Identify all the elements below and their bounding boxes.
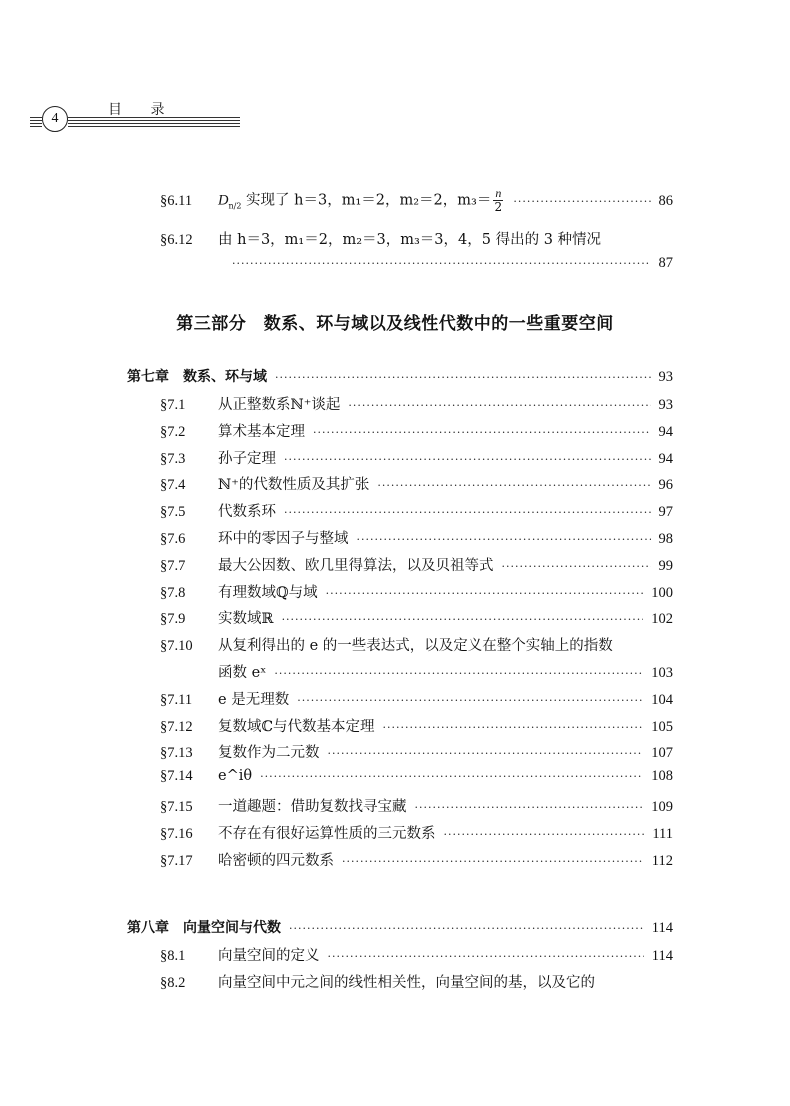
page-header [0,0,790,140]
page-ref: 93 [658,369,673,385]
page-ref: 97 [658,504,673,521]
header-rule [30,117,42,118]
header-title: 目 录 [108,102,177,118]
header-rule [68,120,240,121]
leader-dots [328,747,644,760]
section-number: §8.1 [160,948,186,964]
section-number: §6.11 [160,192,193,209]
header-rule [30,126,42,127]
section-title: 一道趣题：借助复数找寻宝藏 [218,799,407,815]
toc-entry[interactable] [160,688,673,709]
leader-dots [284,506,651,519]
section-number: §7.10 [160,638,193,655]
page-number: 4 [42,106,68,132]
section-number: §7.4 [160,477,186,494]
toc-entry[interactable] [160,607,673,628]
section-title: 有理数域ℚ与域 [218,584,318,601]
section-title: 哈密顿的四元数系 [218,852,334,869]
section-number: §6.12 [160,232,193,248]
page-ref: 87 [658,255,673,271]
page-ref: 86 [658,192,673,209]
section-number: §7.11 [160,691,193,708]
toc-entry[interactable] [160,768,673,785]
page-ref: 98 [658,531,673,547]
toc-entry[interactable] [160,634,673,655]
header-rule [68,123,240,124]
leader-dots [274,667,643,680]
page-ref: 94 [658,423,673,440]
section-number: §7.6 [160,531,186,547]
leader-dots [232,257,651,270]
header-rule [30,120,42,121]
toc-entry[interactable] [160,527,673,548]
leader-dots [444,828,645,841]
toc-entry-6-11[interactable] [160,187,673,214]
leader-dots [328,950,644,963]
leader-dots [289,922,644,935]
section-number: §7.1 [160,397,186,413]
section-number: §7.9 [160,611,186,628]
section-title: 代数系环 [218,504,276,521]
section-number: §7.15 [160,799,193,815]
toc-entry[interactable] [160,581,673,602]
section-number: §7.2 [160,423,186,440]
toc-entry[interactable] [160,554,673,575]
section-title: 环中的零因子与整域 [218,531,349,547]
section-title: e^iθ [218,768,253,785]
page-ref: 114 [651,948,673,964]
page-ref: 109 [651,799,673,815]
header-rule [30,123,42,124]
chapter-title: 第七章 数系、环与域 [127,369,267,385]
page-ref: 94 [658,450,673,467]
section-title-cont: 函数 eˣ [218,665,267,681]
leader-dots [415,801,644,814]
section-title: 算术基本定理 [218,423,305,440]
chapter-title: 第八章 向量空间与代数 [127,920,281,936]
toc-entry-8-1[interactable] [160,944,673,965]
toc-entry-6-12[interactable] [160,228,673,249]
section-title: $D_{n/2}$ 实现了 h＝3，m₁＝2，m₂＝2，m₃＝ $\frac{n}{2}$ [218,186,503,214]
toc-entry[interactable] [160,473,673,494]
page-ref: 99 [658,557,673,574]
section-title: 不存在有很好运算性质的三元数系 [218,825,436,842]
page-ref: 107 [651,745,673,762]
toc-entry[interactable] [160,393,673,414]
section-title: 复数域ℂ与代数基本定理 [218,718,375,735]
section-number: §7.3 [160,450,186,467]
toc-entry[interactable] [160,795,673,816]
page-ref: 114 [651,920,673,936]
section-number: §7.7 [160,557,186,574]
section-title: 孙子定理 [218,450,276,467]
leader-dots [342,855,644,868]
section-number: §7.17 [160,852,193,869]
toc-entry[interactable] [160,420,673,441]
section-title: 向量空间中元之间的线性相关性，向量空间的基，以及它的 [218,975,595,991]
page-ref: 100 [651,584,673,601]
page-ref: 111 [652,825,673,842]
leader-dots [284,453,651,466]
toc-entry[interactable] [160,447,673,468]
toc-entry[interactable] [160,741,673,762]
leader-dots [260,770,643,783]
section-number: §7.16 [160,825,193,842]
section-title: 复数作为二元数 [218,745,320,762]
header-rule [68,126,240,127]
leader-dots [383,721,644,734]
toc-chapter-7[interactable] [127,366,673,386]
section-title: 向量空间的定义 [218,948,320,964]
leader-dots [502,560,651,573]
section-number: §7.5 [160,504,186,521]
toc-entry[interactable] [160,715,673,736]
part-title: 第三部分 数系、环与域以及线性代数中的一些重要空间 [176,314,614,334]
section-number: §7.14 [160,768,193,785]
section-number: §8.2 [160,975,186,991]
section-title: 最大公因数、欧几里得算法，以及贝祖等式 [218,557,494,574]
leader-dots [326,587,644,600]
toc-entry-6-12-cont[interactable] [232,255,673,272]
leader-dots [275,371,651,384]
section-title: e 是无理数 [218,691,290,708]
page-ref: 103 [651,665,673,681]
section-title: 从正整数系ℕ⁺谈起 [218,397,341,413]
leader-dots [377,479,650,492]
toc-entry[interactable] [160,849,673,870]
section-title: 从复利得出的 e 的一些表达式，以及定义在整个实轴上的指数 [218,638,613,655]
toc-chapter-8[interactable] [127,917,673,937]
page-ref: 93 [658,397,673,413]
toc-entry[interactable] [160,822,673,843]
leader-dots [282,613,644,626]
toc-entry[interactable] [160,500,673,521]
leader-dots [513,195,650,208]
section-title: ℕ⁺的代数性质及其扩张 [218,477,370,494]
section-title: 由 h＝3，m₁＝2，m₂＝3，m₃＝3，4，5 得出的 3 种情况 [218,232,602,248]
page-ref: 112 [651,852,673,869]
leader-dots [357,533,651,546]
page-ref: 96 [658,477,673,494]
page-ref: 104 [651,691,673,708]
leader-dots [313,426,651,439]
leader-dots [348,399,650,412]
toc-entry-8-2[interactable] [160,971,673,992]
section-number: §7.13 [160,745,193,762]
page-ref: 102 [651,611,673,628]
section-title: 实数域ℝ [218,611,274,628]
toc-entry-cont[interactable] [218,661,673,682]
page-ref: 108 [651,768,673,785]
leader-dots [297,694,643,707]
section-number: §7.12 [160,718,193,735]
section-number: §7.8 [160,584,186,601]
page-ref: 105 [651,718,673,735]
